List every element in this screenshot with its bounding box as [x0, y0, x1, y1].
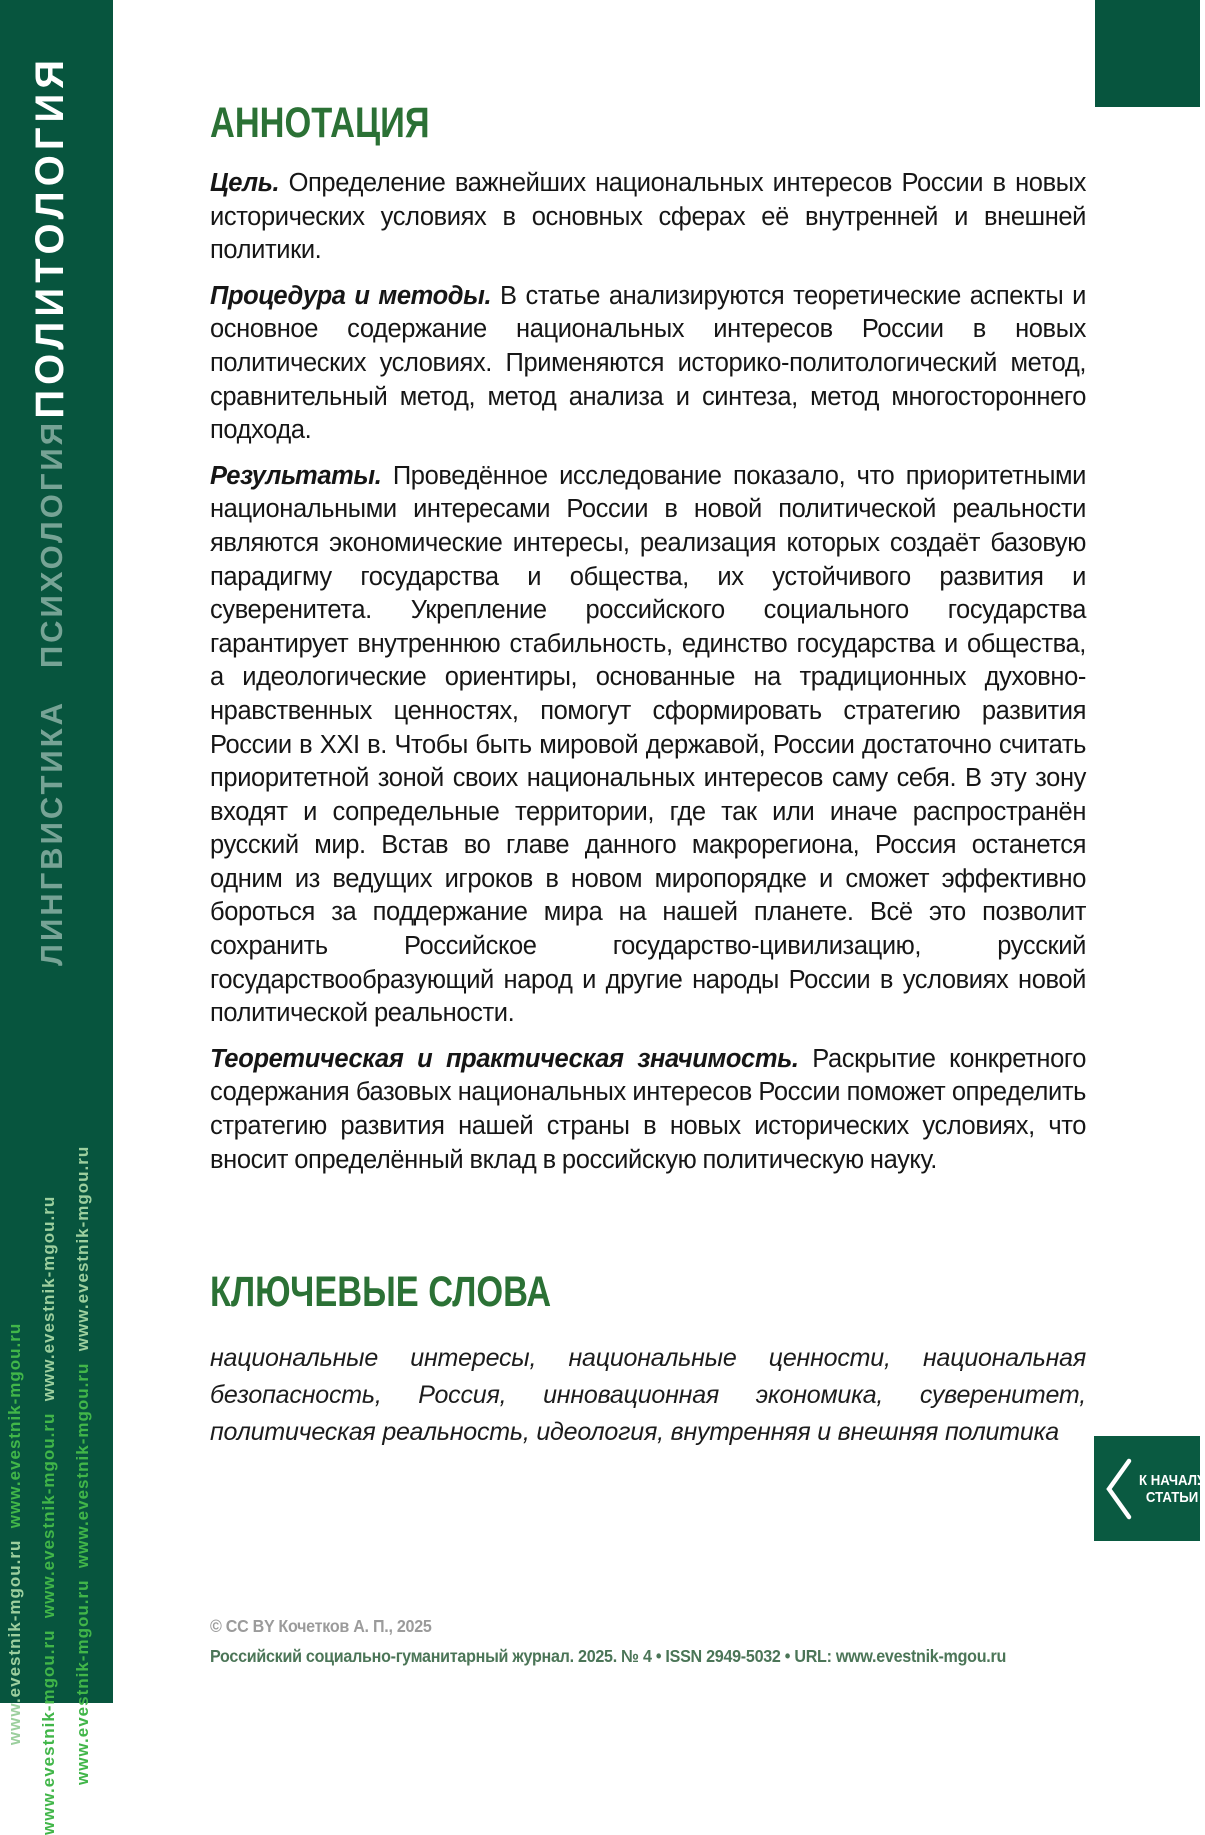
page-footer	[210, 1614, 1110, 1668]
abstract-paragraph: Цель. Определение важнейших национальных интересов России в новых исторических условиях в основных сферах её внутренней и внешней политики.	[210, 169, 1086, 265]
abstract-paragraph: Теоретическая и практическая значимость. Раскрытие конкретного содержания базовых национальных интересов России поможет определить стратегию развития нашей страны в новых исторических условиях, что вносит определённый вклад в российскую политическую науку.	[210, 1044, 1087, 1174]
sidebar-label-lingvistika: ЛИНГВИСТИКА	[34, 700, 69, 966]
sidebar-url-text: www.evestnik-mgou.ru	[39, 1401, 58, 1619]
keywords-text: национальные интересы, национальные ценности, национальная безопасность, Россия, инновационная экономика, суверенитет, политическая реальность, идеология, внутренняя и внешняя политика	[210, 1344, 1086, 1447]
sidebar-url-text: www.evestnik-mgou.ru	[73, 1351, 92, 1569]
paragraph-label: Результаты.	[210, 461, 393, 490]
sidebar-url-text: www.evestnik-mgou.ru	[39, 1618, 58, 1835]
sidebar-url-column	[6, 1317, 23, 1745]
paragraph-label: Процедура и методы.	[210, 281, 501, 310]
sidebar-label-politologiya: ПОЛИТОЛОГИЯ	[28, 55, 72, 419]
back-to-article-start-button[interactable]	[1094, 1436, 1205, 1541]
corner-decoration	[1095, 0, 1200, 107]
sidebar-url-text: www.evestnik-mgou.ru	[39, 1190, 58, 1402]
sidebar-url-text: www.evestnik-mgou.ru	[5, 1317, 24, 1529]
sidebar-url-column	[74, 1140, 91, 1785]
keywords-heading: КЛЮЧЕВЫЕ СЛОВА	[210, 1268, 552, 1317]
back-button-label-line1: К НАЧАЛУ	[1139, 1471, 1205, 1489]
journal-reference-line: Российский социально-гуманитарный журнал. 2025. № 4 • ISSN 2949-5032 • URL: www.evestnik-mgou.ru	[210, 1646, 1007, 1666]
chevron-left-icon	[1104, 1458, 1132, 1520]
back-button-label	[1139, 1472, 1205, 1506]
sidebar-url-text: www.evestnik-mgou.ru	[73, 1568, 92, 1785]
abstract-paragraphs	[210, 167, 1086, 1177]
sidebar-url-text: www.evestnik-mgou.ru	[5, 1528, 24, 1746]
copyright-line: © CC BY Кочетков А. П., 2025	[210, 1616, 432, 1636]
sidebar-url-column	[40, 1190, 57, 1835]
paragraph-label: Теоретическая и практическая значимость.	[210, 1044, 813, 1073]
abstract-paragraph: Процедура и методы. В статье анализируются теоретические аспекты и основное содержание национальных интересов России в новых политических условиях. Применяются историко-политологический метод, сравнительный метод, метод анализа и синтеза, метод многостороннего подхода.	[210, 281, 1086, 445]
category-sidebar	[0, 0, 113, 1835]
abstract-paragraph: Результаты. Проведённое исследование показало, что приоритетными национальными интересами России в новой политической реальности являются экономические интересы, реализация которых создаёт базовую парадигму государства и общества, их устойчивого развития и суверенитета. Укрепление российского социального государства гарантирует внутреннюю стабильность, единство государства и общества, а идеологические ориентиры, основанные на традиционных духовно-нравственных ценностях, помогут сформировать стратегию развития России в XXI в. Чтобы быть мировой державой, России достаточно считать приоритетной зоной своих национальных интересов саму себя. В эту зону входят и сопредельные территории, где так или иначе распространён русский мир. Встав во главе данного макрорегиона, Россия останется одним из ведущих игроков в новом миропорядке и сможет эффективно бороться за поддержание мира на нашей планете. Всё это позволит сохранить Российское государство-цивилизацию, русский государствообразующий народ и другие народы России в условиях новой политической реальности.	[210, 461, 1086, 1028]
back-button-label-line2: СТАТЬИ	[1145, 1488, 1199, 1506]
sidebar-url-text: www.evestnik-mgou.ru	[73, 1140, 92, 1352]
article-abstract-content	[210, 0, 1086, 1451]
sidebar-label-psihologiya: ПСИХОЛОГИЯ	[34, 420, 69, 669]
paragraph-label: Цель.	[210, 169, 289, 197]
annotation-heading: АННОТАЦИЯ	[210, 99, 430, 147]
